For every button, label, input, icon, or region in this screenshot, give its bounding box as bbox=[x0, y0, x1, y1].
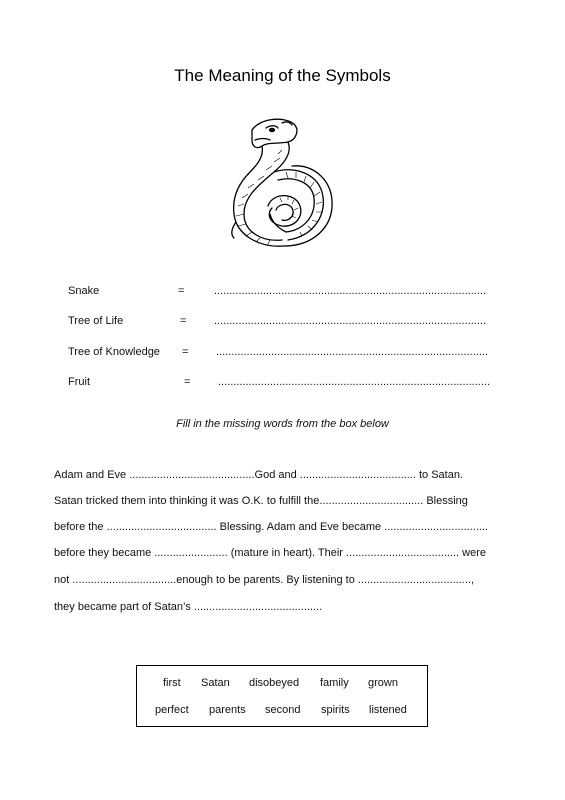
equals-sign: = bbox=[184, 376, 191, 388]
word-bank-box bbox=[136, 665, 428, 727]
paragraph-line: they became part of Satan’s .......................................... bbox=[54, 601, 323, 613]
symbol-row-tree-of-life bbox=[0, 314, 565, 328]
paragraph-line: not ..................................enough to be parents. By listening to ....................................., bbox=[54, 574, 475, 586]
word-bank-item: spirits bbox=[321, 704, 350, 716]
symbol-row-fruit bbox=[0, 375, 565, 389]
equals-sign: = bbox=[180, 315, 187, 327]
symbol-row-tree-of-knowledge bbox=[0, 345, 565, 359]
word-bank-item: disobeyed bbox=[249, 677, 300, 689]
word-bank-item: second bbox=[265, 704, 301, 716]
paragraph-line: Satan tricked them into thinking it was O.K. to fulfill the.................................. Blessing bbox=[54, 495, 468, 507]
symbol-term: Fruit bbox=[68, 376, 90, 388]
word-bank-item: grown bbox=[368, 677, 398, 689]
paragraph-line: before the .................................... Blessing. Adam and Eve became .................................. bbox=[54, 521, 489, 533]
page-title: The Meaning of the Symbols bbox=[174, 66, 391, 85]
answer-blank[interactable]: ......................................................................................... bbox=[214, 315, 486, 327]
word-bank-item: listened bbox=[369, 704, 407, 716]
symbol-term: Tree of Knowledge bbox=[68, 346, 160, 358]
word-bank-item: perfect bbox=[155, 704, 189, 716]
symbol-term: Tree of Life bbox=[68, 315, 124, 327]
paragraph-line: before they became ........................ (mature in heart). Their ..................................... were bbox=[54, 547, 487, 559]
word-bank-row bbox=[137, 703, 427, 717]
word-bank-item: family bbox=[320, 677, 349, 689]
snake-illustration-icon bbox=[222, 110, 342, 250]
word-bank-item: parents bbox=[209, 704, 246, 716]
symbol-row-snake bbox=[0, 284, 565, 298]
equals-sign: = bbox=[182, 346, 189, 358]
word-bank-item: Satan bbox=[201, 677, 230, 689]
word-bank-item: first bbox=[163, 677, 181, 689]
answer-blank[interactable]: ......................................................................................... bbox=[216, 346, 488, 358]
equals-sign: = bbox=[178, 285, 185, 297]
answer-blank[interactable]: ......................................................................................... bbox=[214, 285, 486, 297]
instruction-text: Fill in the missing words from the box below bbox=[176, 418, 389, 430]
symbol-term: Snake bbox=[68, 285, 100, 297]
paragraph-line: Adam and Eve .........................................God and ...................................... to Satan. bbox=[54, 469, 463, 481]
answer-blank[interactable]: ......................................................................................... bbox=[218, 376, 490, 388]
word-bank-row bbox=[137, 676, 427, 690]
